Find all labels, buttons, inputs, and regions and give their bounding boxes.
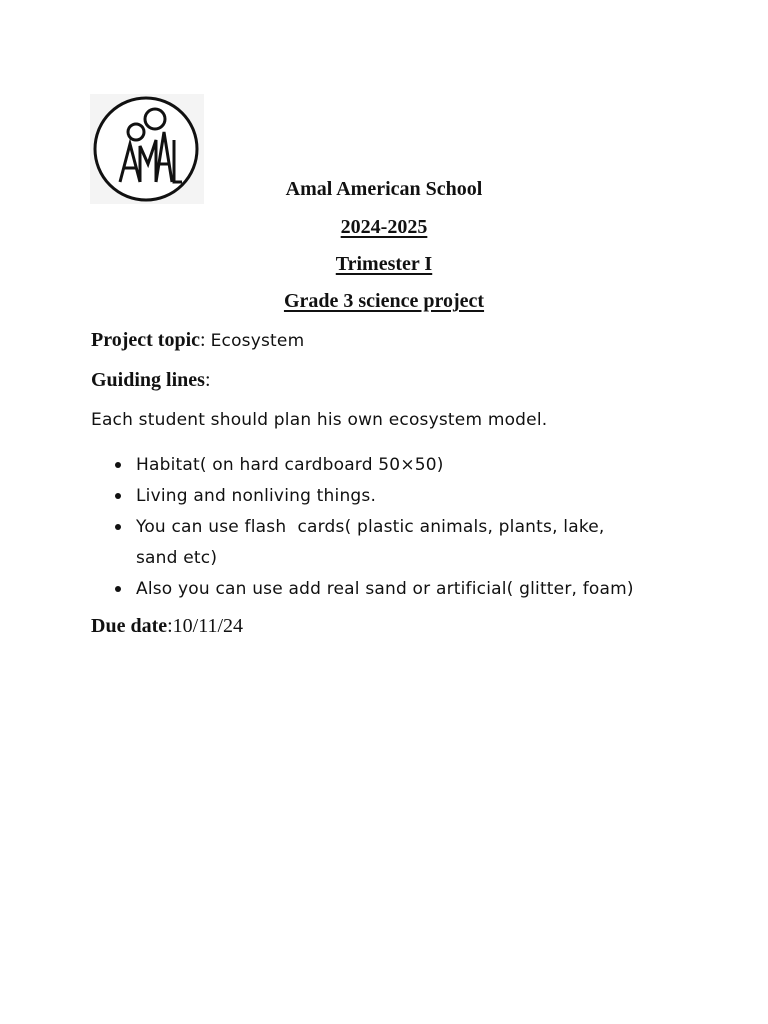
project-topic-label: Project topic [91, 329, 201, 351]
guiding-lines-separator: : [204, 369, 211, 391]
project-topic-value: Ecosystem [210, 331, 305, 351]
list-item-text: Also you can use add real sand or artificial( glitter, foam) [136, 579, 634, 599]
list-item [112, 481, 712, 512]
bullet-icon [115, 493, 121, 499]
list-item-text: You can use flash cards( plastic animals, plants, lake, sand etc) [136, 517, 611, 568]
due-date-line [91, 614, 243, 640]
list-item [112, 450, 712, 481]
term-title: Trimester I [335, 253, 433, 275]
project-topic-line [91, 328, 304, 354]
guiding-lines-label: Guiding lines [91, 369, 205, 391]
list-item [112, 512, 616, 574]
school-name: Amal American School [285, 178, 483, 200]
list-item-text: Habitat( on hard cardboard 50×50) [136, 455, 444, 475]
intro-text: Each student should plan his own ecosystem model. [91, 410, 548, 430]
bullet-icon [115, 586, 121, 592]
list-item-text: Living and nonliving things. [136, 486, 377, 506]
project-topic-separator: : [200, 329, 211, 351]
guideline-list [112, 450, 712, 605]
guiding-lines-heading [91, 368, 211, 394]
school-year: 2024-2025 [340, 216, 428, 238]
due-date-value: :10/11/24 [167, 615, 244, 637]
due-date-label: Due date [91, 615, 168, 637]
bullet-icon [115, 524, 121, 530]
project-title: Grade 3 science project [283, 290, 485, 312]
bullet-icon [115, 462, 121, 468]
list-item [112, 574, 712, 605]
